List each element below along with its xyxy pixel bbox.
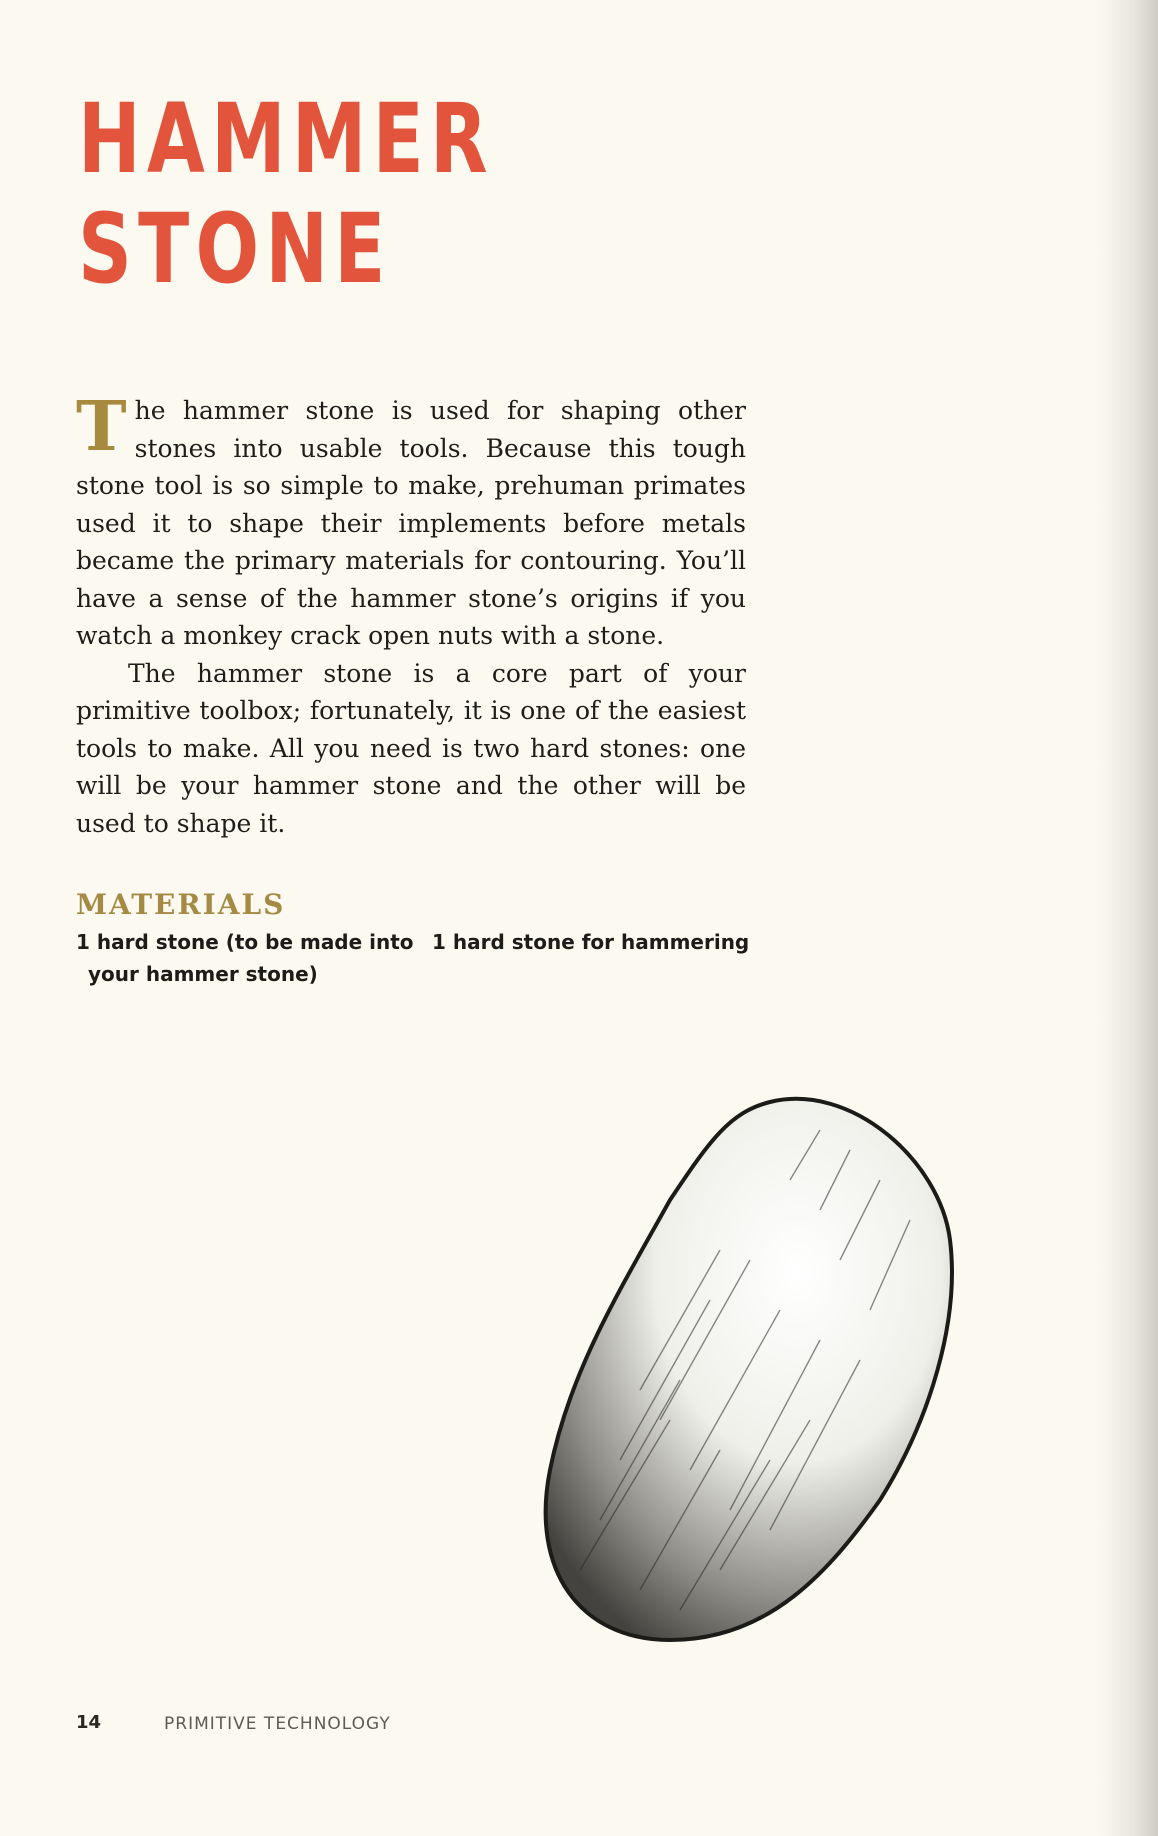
materials-item: 1 hard stone for hammering bbox=[432, 930, 750, 954]
page-edge-shadow bbox=[1098, 0, 1158, 1836]
stone-body bbox=[546, 1099, 952, 1640]
intro-paragraph bbox=[76, 387, 746, 655]
page-number: 14 bbox=[76, 1712, 102, 1733]
second-paragraph: The hammer stone is a core part of your primitive toolbox; fortunately, it is one of the easiest tools to make. All you need is two hard stones: one will be your hammer stone and the other will be used to shape it. bbox=[76, 658, 746, 838]
page-title-line-2: STONE bbox=[78, 193, 392, 305]
materials-item: 1 hard stone (to be made into your hammer stone) bbox=[76, 930, 414, 986]
intro-paragraph-text: he hammer stone is used for shaping other stones into usable tools. Because this tough stone tool is so simple to make, prehuman primates used it to shape their implements before metals became the primary materials for contouring. You’ll have a sense of the hammer stone’s origins if you watch a monkey crack open nuts with a stone. bbox=[76, 396, 746, 650]
drop-cap: T bbox=[76, 387, 127, 467]
running-footer-title: PRIMITIVE TECHNOLOGY bbox=[164, 1714, 391, 1734]
body-text bbox=[76, 387, 746, 842]
materials-heading: MATERIALS bbox=[76, 888, 286, 921]
hammer-stone-illustration bbox=[520, 1090, 990, 1660]
page-title bbox=[78, 84, 494, 304]
page-title-line-1: HAMMER bbox=[78, 83, 494, 195]
